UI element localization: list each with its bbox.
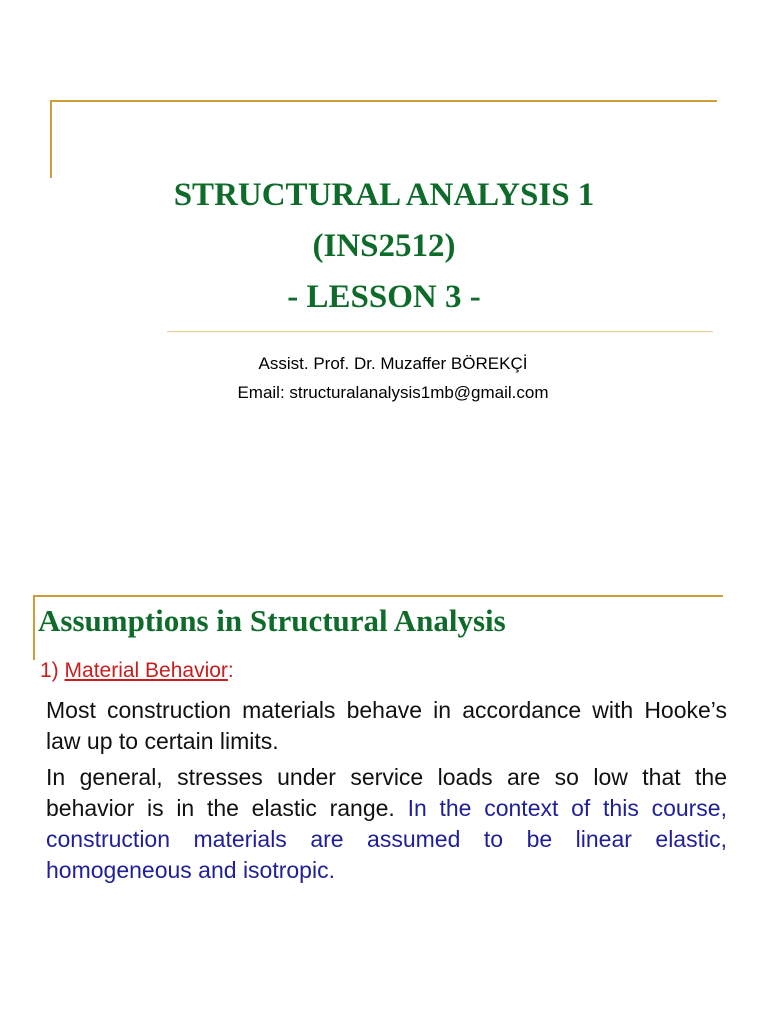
lesson-number: - LESSON 3 -: [287, 279, 481, 315]
top-border-rule: [50, 100, 717, 102]
emphasized-text: In the context of this course, construction materials are assumed to be linear elastic, homogeneous and isotropic.: [46, 795, 727, 883]
body-paragraph-2: [46, 762, 727, 886]
section-colon: :: [227, 659, 234, 682]
section-number: 1): [40, 659, 65, 682]
section-label: [40, 659, 234, 683]
course-code: (INS2512): [312, 228, 456, 264]
slide-heading: Assumptions in Structural Analysis: [38, 603, 506, 638]
paragraph-text: In general, stresses under service loads are so low that the behavior is in the elastic range.: [46, 764, 727, 821]
body-paragraph-1: Most construction materials behave in accordance with Hooke’s law up to certain limits.: [46, 697, 727, 754]
author-email: Email: structuralanalysis1mb@gmail.com: [237, 383, 549, 402]
title-divider: [167, 331, 713, 332]
section-title: Material Behavior: [64, 659, 228, 682]
slide-title: [0, 170, 768, 323]
left-border-rule: [50, 100, 52, 178]
course-title: STRUCTURAL ANALYSIS 1: [173, 177, 595, 213]
left-border-rule: [33, 595, 35, 660]
top-border-rule: [33, 595, 723, 597]
author-name: Assist. Prof. Dr. Muzaffer BÖREKÇİ: [258, 354, 528, 373]
content-slide: [0, 512, 768, 1024]
author-info: [0, 349, 768, 407]
